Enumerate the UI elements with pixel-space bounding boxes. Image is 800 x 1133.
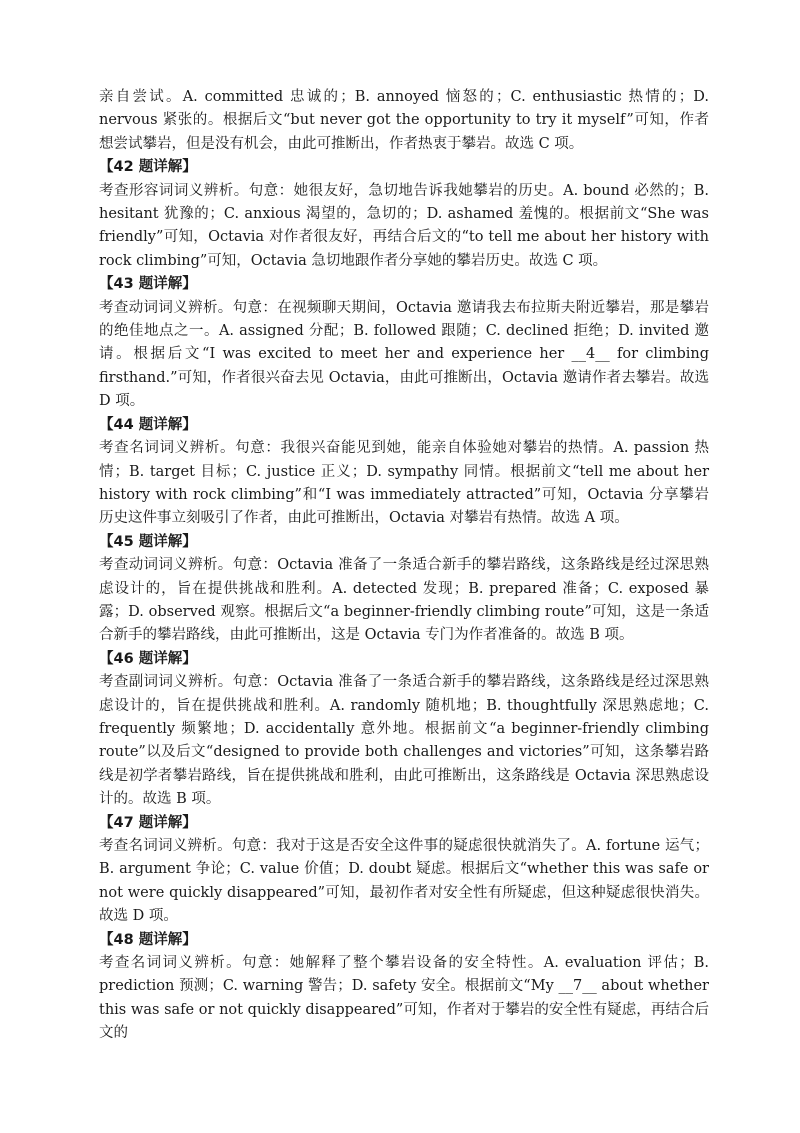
- q43-analysis: 考查动词词义辨析。句意：在视频聊天期间，Octavia 邀请我去布拉斯夫附近攀岩，那是攀岩的绝佳地点之一。A. assigned 分配；B. followed 跟随；C. declined 拒绝；D. invited 邀请。根据后文“I was excited to meet her and experience her __4__ for climbing firsthand.”可知，作者很兴奋去见 Octavia，由此可推断出，Octavia 邀请作者去攀岩。故选 D 项。: [99, 299, 709, 410]
- q47-heading: 【47 题详解】: [99, 814, 197, 831]
- q45-heading: 【45 题详解】: [99, 533, 197, 550]
- q42-analysis: 考查形容词词义辨析。句意：她很友好，急切地告诉我她攀岩的历史。A. bound 必然的；B. hesitant 犹豫的；C. anxious 渴望的，急切的；D. ashamed 羞愧的。根据前文“She was friendly”可知，Octavia 对作者很友好，再结合后文的“to tell me about her history with rock climbing”可知，Octavia 急切地跟作者分享她的攀岩历史。故选 C 项。: [99, 182, 709, 269]
- q48-analysis-head: 考查名词词义辨析。句意：她解释了整个攀岩设备的安全特性。A. evaluation 评估；B. prediction 预测；C. warning 警告；D. safety 安全。根据前文“My __7__ about whether this was safe or not quickly disappeared”可知，作者对于攀岩的安全性有疑虑，再结合后文的: [99, 955, 709, 1042]
- q45-analysis: 考查动词词义辨析。句意：Octavia 准备了一条适合新手的攀岩路线，这条路线是经过深思熟虑设计的，旨在提供挑战和胜利。A. detected 发现；B. prepared 准备；C. exposed 暴露；D. observed 观察。根据后文“a beginner-friendly climbing route”可知，这是一条适合新手的攀岩路线，由此可推断出，这是 Octavia 专门为作者准备的。故选 B 项。: [99, 557, 709, 644]
- q48-heading: 【48 题详解】: [99, 931, 197, 948]
- q42-heading: 【42 题详解】: [99, 159, 197, 176]
- q44-analysis: 考查名词词义辨析。句意：我很兴奋能见到她，能亲自体验她对攀岩的热情。A. passion 热情；B. target 目标；C. justice 正义；D. sympathy 同情。根据前文“tell me about her history with rock climbing”和“I was immediately attracted”可知，Octavia 分享攀岩历史这件事立刻吸引了作者，由此可推断出，Octavia 对攀岩有热情。故选 A 项。: [99, 440, 709, 527]
- q44-heading: 【44 题详解】: [99, 416, 197, 433]
- document-body: [99, 86, 709, 1046]
- q43-heading: 【43 题详解】: [99, 276, 197, 293]
- q46-analysis: 考查副词词义辨析。句意：Octavia 准备了一条适合新手的攀岩路线，这条路线是经过深思熟虑设计的，旨在提供挑战和胜利。A. randomly 随机地；B. thoughtfully 深思熟虑地；C. frequently 频繁地；D. accidentally 意外地。根据前文“a beginner-friendly climbing route”以及后文“designed to provide both challenges and victories”可知，这条攀岩路线是初学者攀岩路线，旨在提供挑战和胜利，由此可推断出，这条路线是 Octavia 深思熟虑设计的。故选 B 项。: [99, 674, 709, 808]
- q46-heading: 【46 题详解】: [99, 650, 197, 667]
- q47-analysis: 考查名词词义辨析。句意：我对于这是否安全这件事的疑虑很快就消失了。A. fortune 运气；B. argument 争论；C. value 价值；D. doubt 疑虑。根据后文“whether this was safe or not were quickly disappeared”可知，最初作者对安全性有所疑虑，但这种疑虑很快消失。故选 D 项。: [99, 838, 709, 925]
- q41-analysis-tail: 亲自尝试。A. committed 忠诚的；B. annoyed 恼怒的；C. enthusiastic 热情的；D. nervous 紧张的。根据后文“but never got the opportunity to try it myself”可知，作者想尝试攀岩，但是没有机会，由此可推断出，作者热衷于攀岩。故选 C 项。: [99, 89, 709, 152]
